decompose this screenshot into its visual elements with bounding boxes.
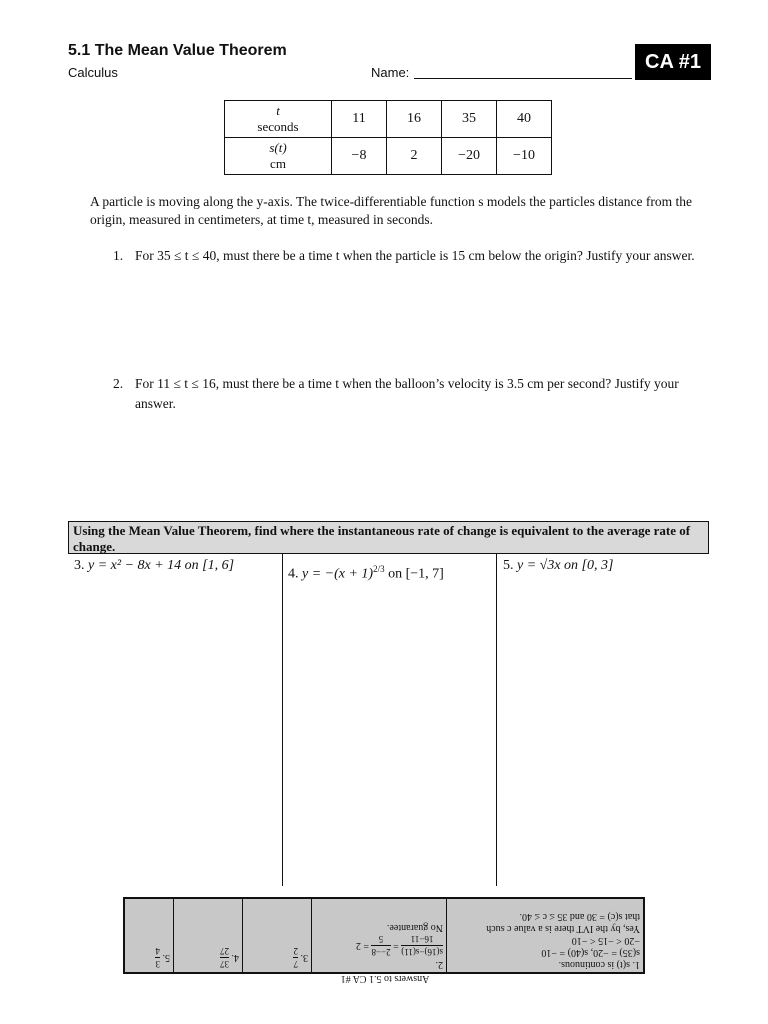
answer-line: that s(c) = 30 and 35 ≤ c ≤ 40. <box>519 911 640 922</box>
problem-number: 3. <box>74 558 85 573</box>
answer-number: 5. <box>162 952 170 964</box>
answer-3 <box>243 899 312 973</box>
table-cell: 16 <box>387 101 442 138</box>
problem-expression: y = x² − 8x + 14 on [1, 6] <box>88 558 235 573</box>
table-cell: −10 <box>497 138 552 175</box>
problem-4 <box>288 564 444 583</box>
problem-expression: y = √3x on [0, 3] <box>517 558 614 573</box>
table-cell: −8 <box>332 138 387 175</box>
table-cell: −20 <box>442 138 497 175</box>
answer-line: s(35) = −20, s(40) = −10 <box>541 947 640 958</box>
data-table <box>224 100 552 175</box>
problem-expression: y = −(x + 1) <box>302 566 374 582</box>
s-variable: s(t) <box>269 140 287 155</box>
answer-line: 1. s(t) is continuous. <box>558 959 640 970</box>
table-row-t <box>225 101 552 138</box>
problem-number: 5. <box>503 558 514 573</box>
fraction: 37 27 <box>220 946 229 969</box>
answer-result: = 2 <box>355 940 369 952</box>
table-row-s <box>225 138 552 175</box>
question-1 <box>113 246 713 290</box>
problem-number: 4. <box>288 566 299 582</box>
answer-line <box>315 933 443 958</box>
answer-table <box>124 898 644 973</box>
problem-interval: on [−1, 7] <box>384 566 444 582</box>
answer-key-caption: Answers to 5.1 CA #1 <box>340 973 430 984</box>
page-title: 5.1 The Mean Value Theorem <box>68 42 287 59</box>
table-cell: 40 <box>497 101 552 138</box>
problem-5 <box>503 558 613 574</box>
answer-number: 3. <box>300 952 308 964</box>
question-number: 1. <box>113 248 124 263</box>
fraction: 7 2 <box>293 946 298 969</box>
answer-line: −20 < −15 < −10 <box>571 935 640 946</box>
name-blank-line[interactable] <box>414 78 632 79</box>
answer-4 <box>174 899 243 973</box>
s-unit: cm <box>270 156 286 171</box>
equals-sign: = <box>393 940 399 952</box>
question-text: For 11 ≤ t ≤ 16, must there be a time t when the balloon’s velocity is 3.5 cm per second? Justify your answer. <box>135 376 679 411</box>
answer-line: No guarantee. <box>386 922 443 933</box>
course-label: Calculus <box>68 65 118 80</box>
table-cell: 11 <box>332 101 387 138</box>
fraction: s(16)−s(11) 16−11 <box>401 934 443 957</box>
column-divider <box>496 554 497 886</box>
answer-line: Yes, by the IVT there is a value c such <box>486 923 640 934</box>
name-label: Name: <box>371 65 410 80</box>
t-unit: seconds <box>257 119 299 134</box>
fraction: 2−−8 5 <box>371 934 391 957</box>
problem-exponent: 2/3 <box>373 564 385 574</box>
fraction: 3 4 <box>155 946 160 969</box>
problem-3 <box>74 558 234 574</box>
table-cell: 2 <box>387 138 442 175</box>
mvt-instruction-box: Using the Mean Value Theorem, find where the instantaneous rate of change is equivalent to the average rate of change. <box>68 521 709 554</box>
question-text: For 35 ≤ t ≤ 40, must there be a time t when the particle is 15 cm below the origin? Justify your answer. <box>135 248 695 263</box>
column-divider <box>282 554 283 886</box>
answer-number: 4. <box>231 952 239 964</box>
answer-key <box>123 897 645 974</box>
answer-number: 2. <box>435 959 443 970</box>
table-header-t <box>225 101 332 138</box>
question-2 <box>113 374 713 418</box>
t-variable: t <box>276 103 280 118</box>
answer-5 <box>125 899 174 973</box>
question-number: 2. <box>113 376 124 391</box>
intro-paragraph: A particle is moving along the y-axis. The twice-differentiable function s models the particles distance from the origin, measured in centimeters, at time t, measured in seconds. <box>90 194 692 227</box>
answer-1 <box>447 899 644 973</box>
table-cell: 35 <box>442 101 497 138</box>
answer-2 <box>312 899 447 973</box>
ca-badge: CA #1 <box>635 44 711 80</box>
table-header-s <box>225 138 332 175</box>
